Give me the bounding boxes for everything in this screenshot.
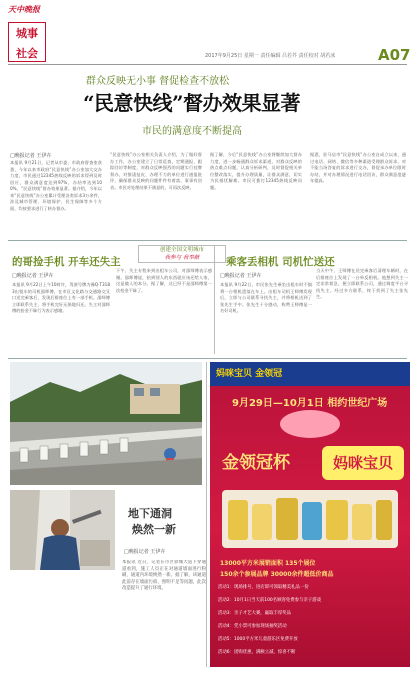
ad-cup-title: 金领冠杯 [222, 453, 290, 473]
civic-banner-line-1: 创建全国文明城市 [159, 247, 204, 253]
lead-byline: □晚报记者 王伊卉 [10, 153, 52, 159]
ad-stats-line-1: 13000平方米展销面积 135个展位 [220, 560, 316, 567]
lead-column-4: 据悉，驻马店市“民意快线”办公室自成立以来，通过电话、网络、微信等多种渠道受理群众诉求，对不能当场答复的诉求进行交办，督促承办单位限时办结，并对办理情况进行电话回访，群众满意度逐年提高。 [310, 152, 406, 183]
underground-title-line-1: 地下通洞 [128, 507, 172, 520]
ad-mom-title: 妈咪宝贝 [322, 446, 404, 480]
lead-column-3: 据了解，今后“民意快线”办公室将继续加大督办力度，进一步畅通群众诉求渠道，对群众反映的热点难点问题，认真分析研判，及时督促相关单位整改落实，提升办理质量，让群众满意，切实为民排忧解难。市民可拨打12345热线反映问题。 [210, 152, 302, 190]
lead-kicker: 群众反映无小事 督促检查不放松 [86, 76, 230, 87]
worker-photo-graphic [10, 490, 115, 570]
newspaper-logo: 天中晚报 [8, 4, 40, 14]
section-label [8, 22, 46, 62]
ad-activity-4: 活动4：凭小票可参加现场抽奖活动 [218, 624, 287, 629]
civic-banner-line-2: 我参与 我奉献 [164, 255, 200, 261]
ad-decoration [280, 410, 340, 438]
lead-subhead: 市民的满意度不断提高 [142, 126, 242, 137]
ad-activity-5: 活动5：1000平方米儿童游乐区免费开放 [218, 637, 298, 642]
page-number: A07 [378, 46, 411, 64]
ad-activity-3: 活动3：亲子才艺大赛，赢取丰厚奖品 [218, 611, 292, 616]
story-column-divider [214, 246, 215, 354]
left-story-column-2: 下午，失主专程来到出租车公司，对邵师傅表示感谢。邵师傅说，拾到别人的东西就应该还给人家，这是做人的本分。据了解，这已经不是邵师傅第一次拾金不昧了。 [116, 268, 212, 293]
section-line-1: 城事 [16, 27, 38, 40]
masthead-rule [8, 64, 407, 65]
ad-brand: 妈咪宝贝 金领冠 [216, 369, 283, 379]
lead-divider [8, 240, 407, 241]
civic-banner [138, 245, 226, 263]
underground-text: 本报讯 近日，记者在市区驿城大道下穿通道看到，施工人员正在对通道墙面进行粉刷，通道内环境焕然一新。据了解，该通道此前存在墙面污损、照明不足等问题，此次改造提升了通行环境。 [122, 560, 206, 591]
lead-headline: “民意快线”督办效果显著 [83, 91, 301, 115]
ad-divider [206, 362, 207, 667]
ad-activity-6: 活动6：团购优惠，满额立减，惊喜不断 [218, 650, 296, 655]
expo-advertisement [210, 362, 410, 667]
lead-column-1: 本报讯 9月21日，记者从市委、市政府督查室获悉，今年以来市政府“民意快线”办公室加大交办力度，市民通过12345热线反映的诉求得到及时回应，群众满意度达到97%，办结率达到100%，“民意快线”督办效果显著。据介绍，今年以来“民意快线”办公室累计受理各类诉求3万余件，涉及城市管理、环境保护、民生保障等多个方面，均按要求进行了转办督办。 [10, 160, 102, 211]
riverside-photo [10, 362, 202, 485]
riverside-photo-graphic [10, 362, 202, 485]
section-line-2: 社会 [16, 47, 38, 60]
right-story-byline: □晚报记者 王伊卉 [220, 273, 262, 279]
ad-activity-2: 活动2：10月1日当天前100名顾客免费参与亲子游戏 [218, 598, 321, 603]
ad-products-graphic [222, 490, 398, 548]
ad-event-dates: 9月29日—10月1日 相约世纪广场 [232, 398, 388, 409]
left-story-byline: □晚报记者 王伊卉 [12, 273, 54, 279]
underground-title-line-2: 焕然一新 [132, 523, 176, 536]
lead-column-2: “民意快线”办公室相关负责人介绍，为了做好督办工作，办公室建立了日常巡查、定期通报、跟踪回访等制度，对群众反映强烈的问题实行挂牌督办，对推诿扯皮、办理不力的单位进行通报批评，确保群众反映的问题件件有着落、事事有回音。市民对处理结果不满意的，可再次反映。 [110, 152, 202, 190]
worker-photo [10, 490, 115, 570]
ad-stats-line-2: 150余个参展品牌 30000余件超低价商品 [220, 571, 334, 578]
underground-byline: □晚报记者 王伊卉 [124, 549, 166, 555]
ad-activity-1: 活动1：现场排号，进店即可领取精美礼品一份 [218, 585, 309, 590]
lower-divider [8, 358, 407, 359]
right-story-column-2: 当天中午，王师傅在送完乘客后清理车辆时，在后排座位上发现了一台单反相机。他想到失主一定非常着急，便立即联系公司，通过调度平台寻找失主。经过多方联系，终于找到了失主张先生。 [316, 268, 408, 299]
left-story-title: 的哥捡手机 开车还失主 [12, 256, 121, 268]
right-story-title: 乘客丢相机 司机忙送还 [226, 256, 335, 268]
left-story-column-1: 本报讯 9月22日上午10时许，驾驶号牌为豫Q·T3183出租车的司机邵师傅，在市区文化路与交通路交叉口送完乘客后，发现后排座位上有一部手机。邵师傅立即联系失主，将手机完好无损地归还。失主对邵师傅的拾金不昧行为表示感谢。 [12, 282, 110, 313]
right-story-column-1: 本报讯 9月22日，市民张先生乘坐出租车时不慎将一台相机遗落在车上。出租车司机王师傅发现后，立即与公司联系寻找失主，并将相机送到了张先生手中。张先生十分感动，称赞王师傅是一名好司机。 [220, 282, 312, 313]
ad-product-shelf [222, 490, 398, 548]
issue-meta: 2017年9月25日 星期一 责任编辑 吕若芥 责任校对 胡若冰 [205, 53, 336, 59]
